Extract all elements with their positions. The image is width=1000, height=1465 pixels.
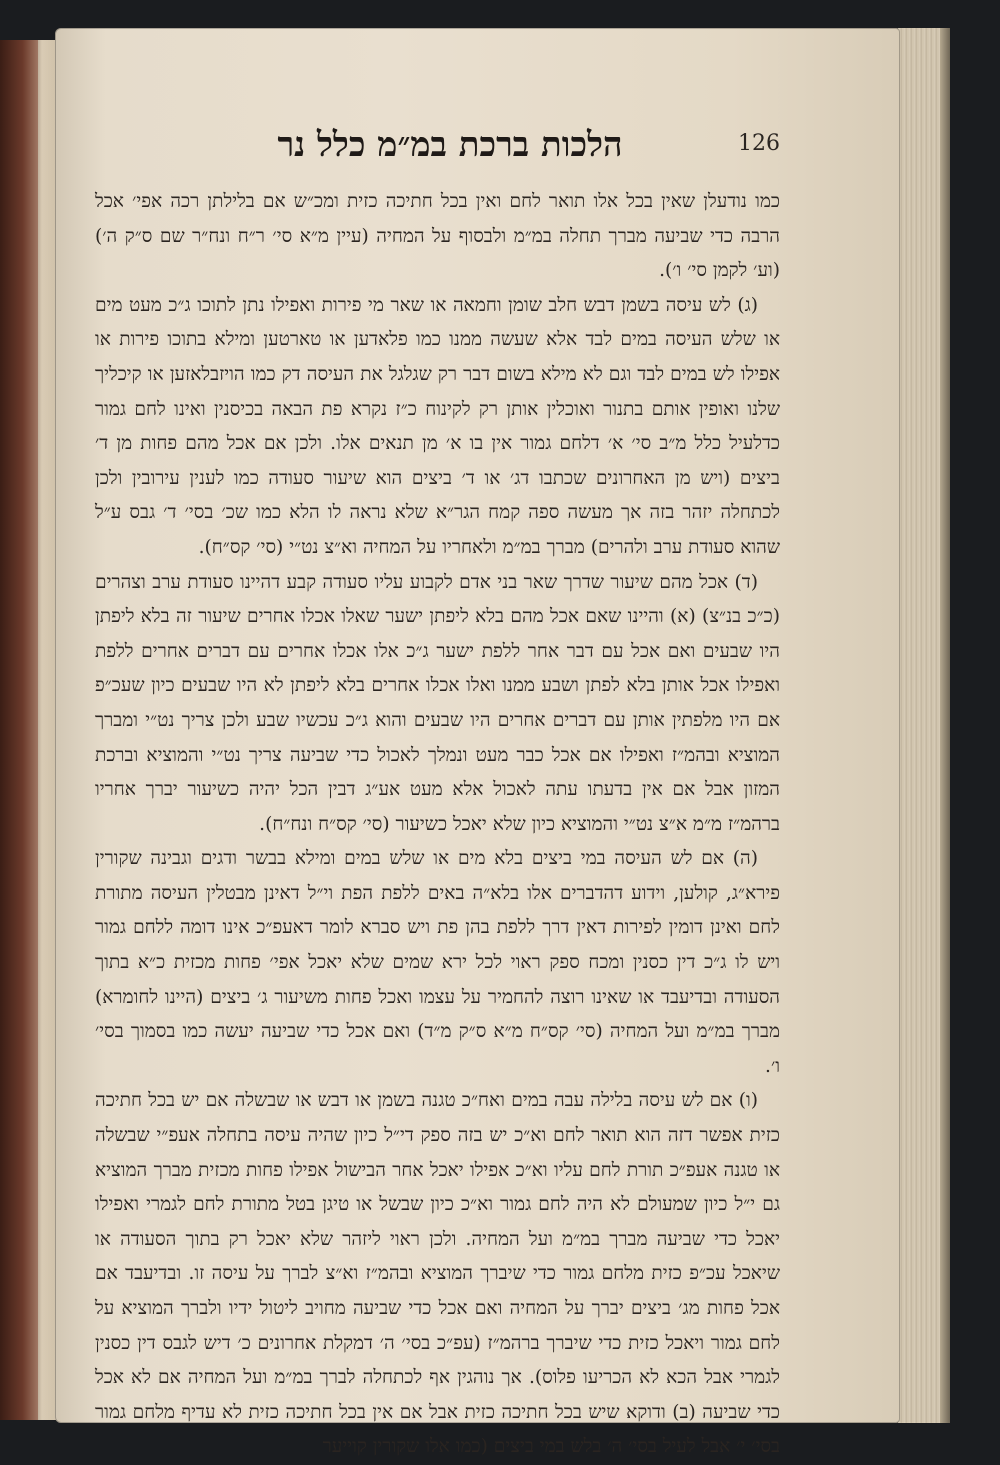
paragraph-5: (ה) אם לש העיסה במי ביצים בלא מים או שלש במים ומילא בבשר ודגים וגבינה שקורין פירא״ג, קולען, וידוע דהדברים אלו בלא״ה באים ללפת הפת וי״ל דאינן מבטלין העיסה מתורת לחם ואינן דומין לפירות דאין דרך ללפת בהן פת ויש סברא לומר דאעפ״כ אינו דומה ללחם גמור ויש לו ג״כ דין כסנין ומכח ספק ראוי לכל ירא שמים שלא יאכל אפי׳ פחות מכזית כ״א בתוך הסעודה ובדיעבד או שאינו רוצה להחמיר על עצמו ואכל פחות משיעור ג׳ ביצים (היינו לחומרא) מברך במ״מ ועל המחיה (סי׳ קס״ח מ״א ס״ק מ״ד) ואם אכל כדי שביעה יעשה כמו בסמוך בסי׳ ו׳. (95, 848, 780, 1077)
page-number: 126 (738, 131, 780, 156)
page-header (100, 125, 780, 175)
cover-edge (0, 40, 38, 1420)
running-title: הלכות ברכת במ״מ כלל נר (277, 125, 623, 165)
paragraph-continuation: כמו נודעלן שאין בכל אלו תואר לחם ואין בכל חתיכה כזית ומכ״ש אם בלילתן רכה אפי׳ אכל הרבה כדי שביעה מברך תחלה במ״מ ולבסוף על המחיה (עיין מ״א סי׳ ר״ח ונח״ר שם ס״ק ה׳) (וע׳ לקמן סי׳ ו׳). (95, 191, 780, 282)
left-page-edge (0, 40, 60, 1420)
paragraph-6: (ו) אם לש עיסה בלילה עבה במים ואח״כ טגנה בשמן או דבש או שבשלה אם יש בכל חתיכה כזית אפשר דזה הוא תואר לחם וא״כ יש בזה ספק די״ל כיון שהיה עיסה בתחלה אעפ״י שבשלה או טגנה אעפ״כ תורת לחם עליו וא״כ אפילו יאכל אחר הבישול אפילו פחות מכזית מברך המוציא גם י״ל כיון שמעולם לא היה לחם גמור וא״כ כיון שבשל או טיגן בטל מתורת לחם לגמרי ואפילו יאכל כדי שביעה מברך במ״מ ועל המחיה. ולכן ראוי ליזהר שלא יאכל רק בתוך הסעודה או שיאכל עכ״פ כזית מלחם גמור כדי שיברך המוציא ובהמ״ז וא״צ לברך על עיסה זו. ובדיעבד אם אכל פחות מג׳ ביצים יברך על המחיה ואם אכל כדי שביעה מחויב ליטול ידיו ולברך המוציא על לחם גמור ויאכל כזית כדי שיברך ברהמ״ז (עפ״כ בסי׳ ה׳ דמקלת אחרונים כ׳ דיש לגבס דין כסנין לגמרי אבל הכא לא הכריעו פלוס). אך נוהגין אף לכתחלה לברך במ״מ ועל המחיה אם לא אכל כדי שביעה (ב) ודוקא שיש בכל חתיכה כזית אבל אם אין בכל חתיכה כזית לא עדיף מלחם גמור בסי׳ י׳ אבל לעיל בסי׳ ה׳ בלש במי ביצים (כמו אלו שקורין קוייער (95, 1090, 780, 1458)
page-fore-edge (898, 28, 950, 1423)
paragraph-3: (ג) לש עיסה בשמן דבש חלב שומן וחמאה או שאר מי פירות ואפילו נתן לתוכו ג״כ מעט מים או שלש העיסה במים לבד אלא שעשה ממנו כמו פלאדען או טארטען ומילא בתוכו פירות או אפילו לש במים לבד וגם לא מילא בשום דבר רק שגלגל את העיסה דק כמו הויזבלאזען או קיכליך שלנו ואופין אותם בתנור ואוכלין אותן רק לקינוח כ״ז נקרא פת הבאה בכיסנין ואינו לחם גמור כדלעיל כלל מ״ב סי׳ א׳ דלחם גמור אין בו א׳ מן תנאים אלו. ולכן אם אכל מהם פחות מן ד׳ ביצים (ויש מן האחרונים שכתבו דג׳ או ד׳ ביצים הוא שיעור סעודה כמו לענין עירובין ולכן לכתחלה יזהר בזה אך מעשה ספה קמח הגר״א שלא נראה לו הלא כמו שכ׳ בסי׳ ד׳ גבס ע״ל שהוא סעודת ערב ולהרים) מברך במ״מ ולאחריו על המחיה וא״צ נט״י (סי׳ קס״ח). (95, 294, 780, 558)
paragraph-4: (ד) אכל מהם שיעור שדרך שאר בני אדם לקבוע עליו סעודה קבע דהיינו סעודת ערב וצהרים (כ״כ בנ״צ) (א) והיינו שאם אכל מהם בלא ליפתן ישער שאלו אכלו אחרים שיעור זה בלא ליפתן היו שבעים ואם אכל עם דבר אחר ללפת ישער ג״כ אלו אכלו אחרים עם דברים אחרים ללפת ואפילו אכל אותן בלא לפתן ושבע ממנו ואלו אכלו אחרים בלא ליפתן לא היו שבעים כיון שעכ״פ אם היו מלפתין אותן עם דברים אחרים היו שבעים והוא ג״כ עכשיו שבע ולכן צריך נט״י ומברך המוציא ובהמ״ז ואפילו אם אכל כבר מעט ונמלך לאכול כדי שביעה צריך נט״י והמוציא וברכת המזון אבל אם אין בדעתו עתה לאכול אלא מעט אע״ג דבין הכל יהיה כשיעור יברך אחריו ברהמ״ז מ״מ א״צ נט״י והמוציא כיון שלא יאכל כשיעור (סי׳ קס״ח ונח״ח). (95, 571, 780, 835)
body-text (95, 185, 780, 1458)
